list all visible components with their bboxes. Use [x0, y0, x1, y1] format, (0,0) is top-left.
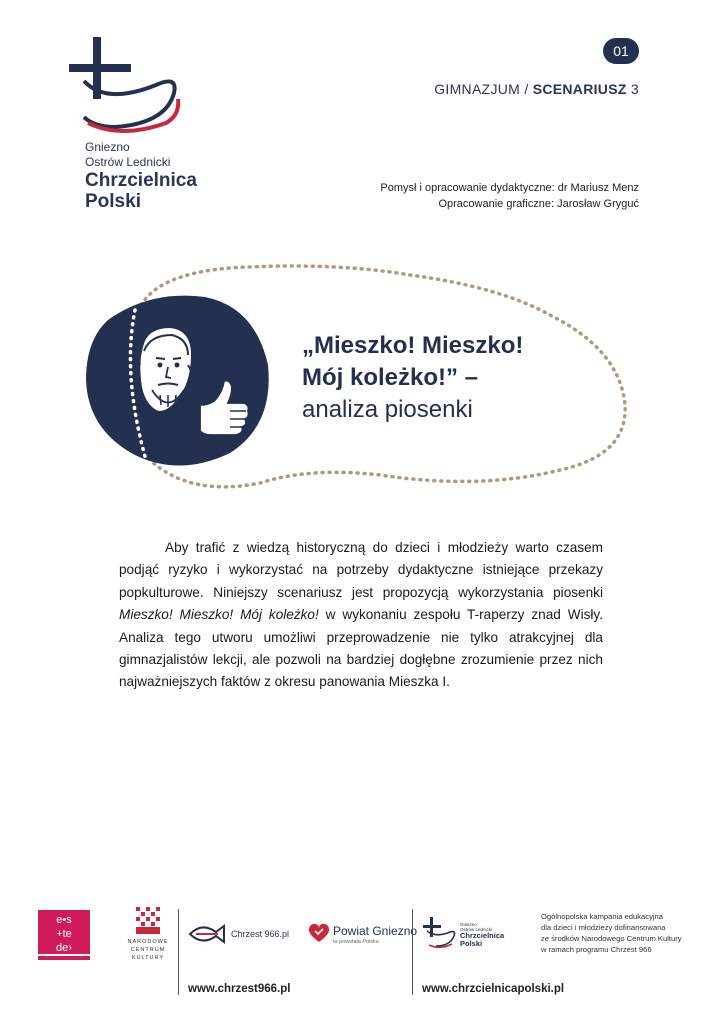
intro-paragraph [119, 537, 603, 694]
nck-logo-icon [135, 907, 161, 935]
level-label: GIMNAZJUM [434, 81, 521, 97]
powiat-heart-icon [308, 923, 330, 943]
small-logo-line3: Chrzcielnica [460, 931, 505, 940]
logo-line-ostrow: Ostrów Lednicki [85, 155, 171, 169]
svg-text:e•s: e•s [56, 914, 72, 926]
campaign-text [541, 911, 691, 955]
footer-divider-right [412, 909, 413, 995]
logo-line-polski: Polski [85, 191, 141, 212]
nck-label: NARODOWE CENTRUM KULTURY [127, 939, 169, 961]
svg-text:de›: de› [56, 942, 72, 954]
intro-paragraph-block [119, 537, 603, 694]
hero-title-line2: Mój koleżko!” – [302, 364, 479, 391]
chrzcielnica-small-logo-icon [422, 916, 456, 950]
small-logo-line4: Polski [460, 939, 483, 948]
hero-title-line1: „Mieszko! Mieszko! [302, 332, 524, 359]
hero-title [302, 330, 523, 426]
credit-graphic: Opracowanie graficzne: Jarosław Gryguć [438, 198, 639, 210]
credit-didactic: Pomysł i opracowanie dydaktyczne: dr Mariusz Menz [380, 182, 639, 194]
small-logo-line1: Gniezno [460, 922, 477, 927]
campaign-line1: Ogólnopolska kampania edukacyjna [541, 912, 664, 921]
page-number-badge: 01 [603, 38, 639, 64]
url-chrzcielnica-link[interactable]: www.chrzcielnicapolski.pl [422, 983, 565, 995]
intro-text-part2: w wykonaniu zespołu T-raperzy znad Wisły. Analiza tego utworu umożliwi przeprowadzenie nie tylko atrakcyjnej dla gimnazjalistów lekcji, ale pozwoli na bardziej dogłębne zrozumienie przez nich najważniejszych faktów z okresu panowania Mieszka I. [119, 607, 603, 690]
credits [380, 180, 639, 212]
scenario-label [434, 81, 639, 97]
scenario-word: SCENARIUSZ [532, 81, 627, 97]
campaign-line4: w ramach programu Chrzest 966 [541, 945, 652, 954]
small-logo-text [460, 922, 504, 948]
chrzest-label: Chrzest 966.pl [231, 929, 290, 939]
footer-divider-left [178, 909, 179, 995]
powiat-label: Powiat Gniezno [333, 924, 418, 938]
url-chrzest966-link[interactable]: www.chrzest966.pl [188, 983, 291, 995]
song-title: Mieszko! Mieszko! Mój koleżko! [119, 607, 319, 623]
logo-line-chrzcielnica: Chrzcielnica [85, 170, 197, 191]
logo-wordmark [85, 140, 197, 212]
campaign-line2: dla dzieci i młodzieży dofinansowana [541, 923, 666, 932]
campaign-line3: ze środków Narodowego Centrum Kultury [541, 934, 682, 943]
svg-text:+te: +te [56, 928, 72, 940]
small-logo-line2: Ostrów Lednicki [460, 927, 493, 932]
chrzest-fish-icon [188, 922, 228, 946]
logo-line-gniezno: Gniezno [85, 140, 130, 154]
intro-text-part1: Aby trafić z wiedzą historyczną do dzieci i młodzieży warto czasem podjąć ryzyko i wykorzystać na potrzeby dydaktyczne istniejące przekazy popkulturowe. Niniejszy scenariusz jest propozycją wykorzystania piosenki [119, 540, 603, 600]
scenario-number: 3 [626, 81, 639, 97]
chrzcielnica-logo-icon [66, 35, 186, 140]
powiat-sublabel: tu powstała Polska [333, 939, 379, 945]
estede-logo-icon [38, 910, 90, 962]
separator: / [520, 81, 533, 97]
hero-subtitle: analiza piosenki [302, 396, 473, 423]
